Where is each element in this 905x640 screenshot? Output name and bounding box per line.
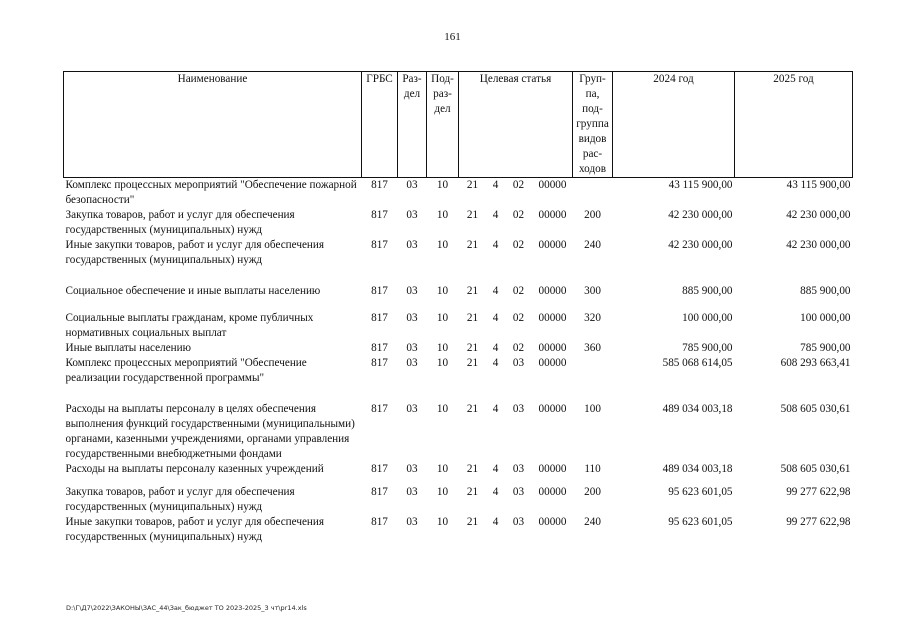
table-row [64,477,853,515]
cell-cs4: 00000 [538,285,567,297]
cell-v2024: 489 034 003,18 [662,403,733,415]
cell-cs4: 00000 [538,463,567,475]
cell-cs1: 21 [466,342,479,354]
table-row [64,462,853,477]
table-body [64,178,853,546]
cell-cs4: 00000 [538,486,567,498]
cell-cs1: 21 [466,312,479,324]
cell-rz: 03 [406,486,418,498]
page-number: 161 [444,31,461,43]
cell-cs3: 03 [512,516,525,528]
cell-v2024: 100 000,00 [682,312,733,324]
cell-cs3: 02 [512,342,525,354]
cell-cs4: 00000 [538,239,567,251]
cell-name: Социальное обеспечение и иные выплаты населению [65,285,321,297]
cell-rz: 03 [406,239,418,251]
header-year-2025: 2025 год [735,72,853,178]
cell-v2024: 585 068 614,05 [662,357,733,369]
cell-grbs: 817 [371,285,388,297]
cell-v2025: 100 000,00 [800,312,851,324]
cell-cs3: 03 [512,403,525,415]
header-target-article: Целевая статья [459,72,573,178]
cell-cs2: 4 [492,285,499,297]
cell-cs1: 21 [466,179,479,191]
cell-grbs: 817 [371,209,388,221]
table-row [64,178,853,209]
cell-pr: 10 [436,312,449,324]
cell-cs4: 00000 [538,516,567,528]
cell-grbs: 817 [371,403,388,415]
header-grbs: ГРБС [362,72,398,178]
cell-rz: 03 [406,516,418,528]
cell-grbs: 817 [371,463,388,475]
table-row [64,515,853,545]
cell-v2024: 95 623 601,05 [668,516,733,528]
cell-cs2: 4 [492,516,499,528]
cell-cs1: 21 [466,403,479,415]
cell-pr: 10 [436,209,449,221]
budget-table [63,71,853,545]
cell-grbs: 817 [371,516,388,528]
cell-vr: 240 [584,516,601,528]
cell-vr: 110 [584,463,601,475]
cell-rz: 03 [406,342,418,354]
cell-v2025: 99 277 622,98 [786,516,851,528]
cell-cs2: 4 [492,209,499,221]
cell-v2025: 42 230 000,00 [786,209,851,221]
cell-pr: 10 [436,179,449,191]
cell-pr: 10 [436,342,449,354]
cell-vr: 100 [584,403,601,415]
header-podrazdel: Под- раз- дел [427,72,459,178]
cell-pr: 10 [436,357,449,369]
file-path-footer: D:\Г\Д7\2022\ЗАКОНЫ\ЗАС_44\Зак_бюджет ТО 2023-2025_3 чт\pr14.xls [66,604,307,612]
cell-grbs: 817 [371,179,388,191]
cell-cs4: 00000 [538,179,567,191]
cell-v2024: 885 900,00 [682,285,733,297]
cell-v2025: 508 605 030,61 [780,463,851,475]
cell-cs1: 21 [466,239,479,251]
cell-vr: 360 [584,342,601,354]
cell-cs4: 00000 [538,403,567,415]
cell-v2024: 95 623 601,05 [668,486,733,498]
cell-cs4: 00000 [538,342,567,354]
table-row [64,238,853,268]
cell-v2025: 43 115 900,00 [786,179,851,191]
cell-rz: 03 [406,312,418,324]
table-header-row [64,72,853,178]
cell-grbs: 817 [371,357,388,369]
cell-v2025: 99 277 622,98 [786,486,851,498]
cell-cs3: 02 [512,312,525,324]
cell-pr: 10 [436,239,449,251]
cell-cs1: 21 [466,486,479,498]
cell-v2025: 885 900,00 [800,285,851,297]
cell-grbs: 817 [371,486,388,498]
cell-name: Социальные выплаты гражданам, кроме публичных нормативных социальных выплат [65,312,314,339]
cell-v2025: 508 605 030,61 [780,403,851,415]
cell-rz: 03 [406,209,418,221]
header-year-2024: 2024 год [613,72,735,178]
cell-v2025: 42 230 000,00 [786,239,851,251]
cell-cs3: 03 [512,463,525,475]
cell-cs3: 02 [512,209,525,221]
cell-grbs: 817 [371,312,388,324]
cell-cs3: 02 [512,179,525,191]
cell-cs3: 03 [512,357,525,369]
cell-pr: 10 [436,486,449,498]
cell-cs1: 21 [466,209,479,221]
cell-cs3: 02 [512,239,525,251]
cell-name: Иные закупки товаров, работ и услуг для обеспечения государственных (муниципальных) нужд [65,239,325,266]
cell-name: Закупка товаров, работ и услуг для обеспечения государственных (муниципальных) нужд [65,486,295,513]
cell-grbs: 817 [371,239,388,251]
cell-cs4: 00000 [538,312,567,324]
cell-name: Комплекс процессных мероприятий "Обеспечение реализации государственной программы" [65,357,307,384]
cell-grbs: 817 [371,342,388,354]
table-row [64,268,853,299]
cell-pr: 10 [436,285,449,297]
cell-cs4: 00000 [538,209,567,221]
table-row [64,341,853,356]
cell-cs4: 00000 [538,357,567,369]
cell-cs2: 4 [492,357,499,369]
cell-vr: 300 [584,285,601,297]
cell-name: Иные закупки товаров, работ и услуг для обеспечения государственных (муниципальных) нужд [65,516,325,543]
cell-cs1: 21 [466,516,479,528]
cell-vr: 320 [584,312,601,324]
cell-cs1: 21 [466,463,479,475]
cell-vr: 240 [584,239,601,251]
cell-name: Комплекс процессных мероприятий "Обеспечение пожарной безопасности" [65,179,357,206]
header-expense-group: Груп- па, под- группа видов рас- ходов [573,72,613,178]
cell-cs2: 4 [492,239,499,251]
cell-pr: 10 [436,516,449,528]
table-row [64,386,853,462]
table-row [64,208,853,238]
cell-pr: 10 [436,463,449,475]
cell-rz: 03 [406,179,418,191]
cell-cs2: 4 [492,179,499,191]
cell-v2024: 785 900,00 [682,342,733,354]
table-row [64,299,853,341]
cell-rz: 03 [406,357,418,369]
cell-v2025: 608 293 663,41 [780,357,851,369]
cell-cs2: 4 [492,403,499,415]
cell-v2024: 43 115 900,00 [668,179,733,191]
cell-pr: 10 [436,403,449,415]
cell-name: Иные выплаты населению [65,342,191,354]
cell-cs2: 4 [492,342,499,354]
cell-vr: 200 [584,209,601,221]
cell-rz: 03 [406,285,418,297]
header-name: Наименование [64,72,362,178]
cell-cs3: 02 [512,285,525,297]
cell-name: Расходы на выплаты персоналу казенных учреждений [65,463,324,475]
cell-cs2: 4 [492,463,499,475]
cell-cs3: 03 [512,486,525,498]
cell-cs1: 21 [466,285,479,297]
cell-vr: 200 [584,486,601,498]
cell-v2024: 42 230 000,00 [668,239,733,251]
cell-rz: 03 [406,403,418,415]
cell-v2024: 489 034 003,18 [662,463,733,475]
cell-name: Закупка товаров, работ и услуг для обеспечения государственных (муниципальных) нужд [65,209,295,236]
cell-rz: 03 [406,463,418,475]
cell-vr [573,178,613,209]
header-razdel: Раз- дел [398,72,427,178]
table-row [64,356,853,386]
cell-vr [573,356,613,386]
cell-name: Расходы на выплаты персоналу в целях обеспечения выполнения функций государственными (муниципальными) органами, казенными учреждениями, органами управления государственными внебюджетными фондами [65,403,355,460]
cell-cs2: 4 [492,486,499,498]
cell-v2024: 42 230 000,00 [668,209,733,221]
cell-cs2: 4 [492,312,499,324]
cell-v2025: 785 900,00 [800,342,851,354]
cell-cs1: 21 [466,357,479,369]
